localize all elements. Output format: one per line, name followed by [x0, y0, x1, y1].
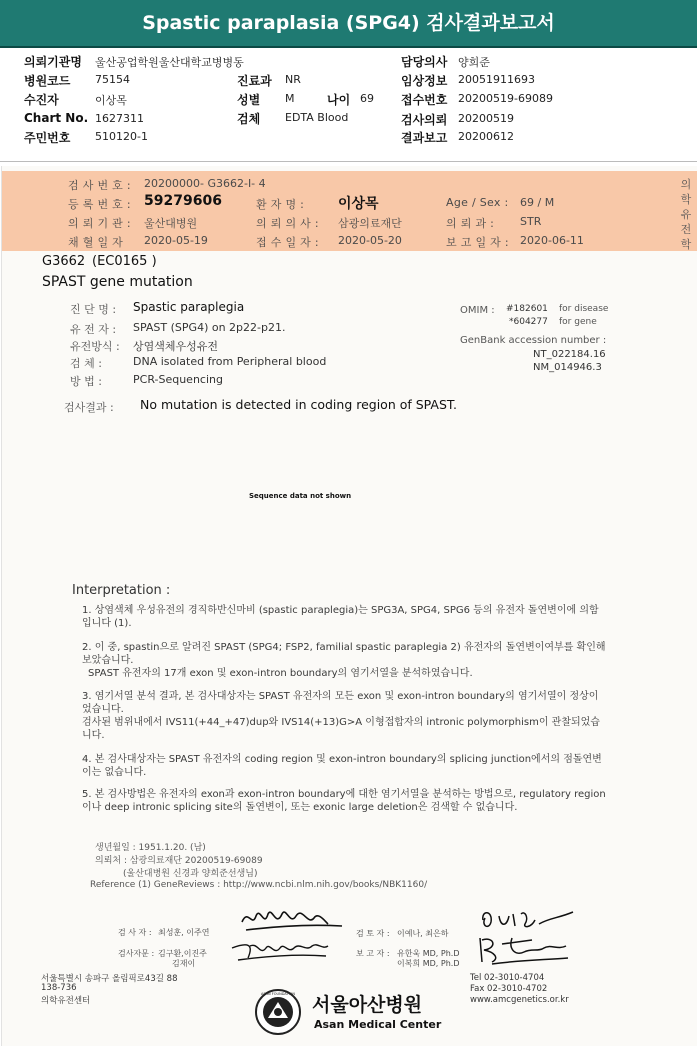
band-test-no-value: 20200000- G3662-I- 4	[144, 177, 266, 190]
address-line-1: 서울특별시 송파구 올림픽로43길 88	[41, 974, 178, 984]
report-title: Spastic paraplasia (SPG4) 검사결과보고서	[142, 12, 555, 34]
fax-line: Fax 02-3010-4702	[470, 984, 548, 994]
band-patient-label: 환 자 명 :	[256, 198, 305, 211]
request-label: 검사의뢰	[401, 113, 448, 127]
omim-disease-id: #182601	[506, 304, 548, 314]
age-label: 나이	[327, 93, 351, 107]
inst-label: 의뢰기관명	[24, 55, 82, 69]
report-info-band	[2, 171, 697, 251]
interp-title: Interpretation :	[72, 583, 171, 598]
hospital-name-en: Asan Medical Center	[314, 1018, 442, 1031]
band-coll-value: 2020-05-19	[144, 234, 208, 247]
genbank-nm: NM_014946.3	[533, 362, 602, 373]
hospital-name-kr: 서울아산병원	[312, 994, 423, 1016]
receipt-label: 접수번호	[401, 93, 448, 107]
sex-label: 성별	[237, 93, 261, 107]
result-value: No mutation is detected in coding region of SPAST.	[140, 397, 458, 412]
genbank-nt: NT_022184.16	[533, 349, 606, 360]
result-date-label: 결과보고	[401, 131, 448, 145]
age-value: 69	[360, 92, 374, 105]
clinical-value: 20051911693	[458, 73, 535, 86]
tester-value: 최성훈, 이주연	[158, 928, 210, 937]
consult-value: 김구환,이진주	[158, 949, 207, 958]
band-reg-no-label: 등 록 번 호 :	[68, 198, 131, 211]
inherit-label: 유전방식 :	[70, 340, 120, 353]
band-coll-label: 채 혈 일 자	[68, 236, 124, 249]
band-inst-value: 울산대병원	[144, 217, 198, 230]
band-doc-value: 삼광의료재단	[338, 217, 402, 230]
dob-line: 생년월일 : 1951.1.20. (남)	[95, 843, 206, 853]
doctor-label: 담당의사	[401, 55, 448, 69]
clinical-label: 임상정보	[401, 74, 448, 88]
sequence-note: Sequence data not shown	[249, 492, 352, 500]
inst-value: 울산공업학원울산대학교병병동	[95, 56, 244, 69]
reference-line: Reference (1) GeneReviews : http://www.ncbi.nlm.nih.gov/books/NBK1160/	[90, 880, 428, 890]
result-label: 검사결과 :	[64, 401, 114, 414]
band-report-label: 보 고 일 자 :	[446, 236, 509, 249]
band-inst-label: 의 뢰 기 관 :	[68, 217, 131, 230]
test-code-paren: (EC0165 )	[92, 254, 157, 269]
scanned-report	[1, 166, 697, 1046]
request-value: 20200519	[458, 112, 514, 125]
band-reg-no-value: 59279606	[144, 193, 222, 209]
reporter-signature	[472, 934, 572, 966]
reporter-label: 보 고 자 :	[356, 949, 390, 958]
web-line: www.amcgenetics.or.kr	[470, 995, 569, 1005]
omim-gene-id: *604277	[509, 317, 548, 327]
test-code: G3662	[42, 254, 86, 269]
test-name: SPAST gene mutation	[42, 274, 193, 290]
interp-item-1: 1. 상염색체 우성유전의 경직하반신마비 (spastic paraplegia)는 SPG3A, SPG4, SPG6 등의 유전자 돌연변이에 의함입니다 (1).	[82, 605, 599, 629]
inherit-value: 상염색체우성유전	[133, 340, 219, 353]
requester-line: 의뢰처 : 삼광의료재단 20200519-69089	[95, 856, 263, 866]
sample-label: 검 체 :	[70, 357, 102, 370]
receipt-value: 20200519-69089	[458, 92, 553, 105]
band-doc-label: 의 뢰 의 사 :	[256, 217, 319, 230]
reg-value: 510120-1	[95, 130, 148, 143]
band-recv-label: 접 수 일 자 :	[256, 236, 319, 249]
band-dept-label: 의 뢰 과 :	[446, 217, 495, 230]
reporter-value-2: 이복희 MD, Ph.D	[397, 959, 460, 968]
band-test-no-label: 검 사 번 호 :	[68, 179, 131, 192]
dept-value: NR	[285, 73, 301, 86]
interp-item-4: 4. 본 검사대상자는 SPAST 유전자의 coding region 및 exon-intron boundary의 splicing junction에서의 점돌연변이는 없습니다.	[82, 754, 602, 778]
reporter-value: 유한욱 MD, Ph.D	[397, 949, 460, 958]
dx-value: Spastic paraplegia	[133, 300, 245, 314]
dept-label: 진료과	[237, 74, 272, 88]
interp-item-3: 3. 염기서열 분석 결과, 본 검사대상자는 SPAST 유전자의 모든 exon 및 exon-intron boundary의 염기서열이 정상이었습니다.	[82, 691, 599, 715]
logo-text: ASAN FOUNDATION	[260, 992, 296, 996]
method-label: 방 법 :	[70, 375, 102, 388]
reviewer-value: 이예나, 최은하	[397, 929, 449, 938]
sample-value: DNA isolated from Peripheral blood	[133, 355, 327, 368]
result-date-value: 20200612	[458, 130, 514, 143]
doctor-value: 양희준	[458, 56, 490, 69]
band-recv-value: 2020-05-20	[338, 234, 402, 247]
band-report-value: 2020-06-11	[520, 234, 584, 247]
specimen-label: 검체	[237, 112, 261, 126]
consult-label: 검사자문 :	[118, 949, 155, 958]
gene-value: SPAST (SPG4) on 2p22-p21.	[133, 321, 286, 334]
consult-signature	[228, 934, 338, 966]
interp-item-2b: SPAST 유전자의 17개 exon 및 exon-intron boundary의 염기서열을 분석하였습니다.	[88, 668, 473, 679]
reviewer-label: 검 토 자 :	[356, 929, 390, 938]
band-dept-value: STR	[520, 215, 542, 228]
address-line-2: 138-736	[41, 983, 77, 993]
reviewer-signature	[479, 906, 579, 936]
sex-value: M	[285, 92, 295, 105]
omim-label: OMIM :	[460, 305, 495, 316]
hosp-code-value: 75154	[95, 73, 130, 86]
hosp-code-label: 병원코드	[24, 74, 71, 88]
requester-line-2: (울산대병원 신경과 양희준선생님)	[123, 869, 258, 879]
reg-label: 주민번호	[24, 131, 71, 145]
consult-value-2: 김재이	[172, 959, 196, 968]
address-line-3: 의학유전센터	[41, 996, 91, 1006]
band-agesex-label: Age / Sex :	[446, 196, 509, 209]
genbank-label: GenBank accession number :	[460, 335, 607, 346]
tester-signature	[238, 902, 348, 936]
dx-label: 진 단 명 :	[70, 303, 117, 316]
omim-gene-note: for gene	[559, 317, 597, 327]
method-value: PCR-Sequencing	[133, 373, 223, 386]
tel-line: Tel 02-3010-4704	[470, 973, 545, 983]
interp-item-5: 5. 본 검사방법은 유전자의 exon과 exon-intron boundary에 대한 염기서열을 분석하는 방법으로, regulatory region이나 deep intronic splicing site의 돌연변이, 또는 exonic large deletion은 검색할 수 없습니다.	[82, 789, 606, 813]
gene-label: 유 전 자 :	[70, 323, 117, 336]
band-agesex-value: 69 / M	[520, 196, 555, 209]
interp-item-3b: 검사된 범위내에서 IVS11(+44_+47)dup와 IVS14(+13)G>A 이형접합자의 intronic polymorphism이 관찰되었습니다.	[82, 717, 600, 741]
patient-value: 이상목	[95, 94, 127, 107]
chart-label: Chart No.	[24, 111, 89, 125]
header-divider	[0, 161, 697, 162]
patient-label: 수진자	[24, 93, 59, 107]
asan-foundation-logo	[254, 988, 302, 1036]
specimen-value: EDTA Blood	[285, 111, 349, 124]
omim-disease-note: for disease	[559, 304, 609, 314]
tester-label: 검 사 자 :	[118, 928, 152, 937]
band-patient-value: 이상목	[338, 196, 379, 212]
interp-item-2: 2. 이 중, spastin으로 알려진 SPAST (SPG4; FSP2, familial spastic paraplegia 2) 유전자의 돌연변이여부를 확인해 보았습니다.	[82, 642, 606, 666]
chart-value: 1627311	[95, 112, 144, 125]
report-title-bar	[0, 0, 697, 48]
band-vertical-label: 의학유전학	[680, 178, 692, 251]
